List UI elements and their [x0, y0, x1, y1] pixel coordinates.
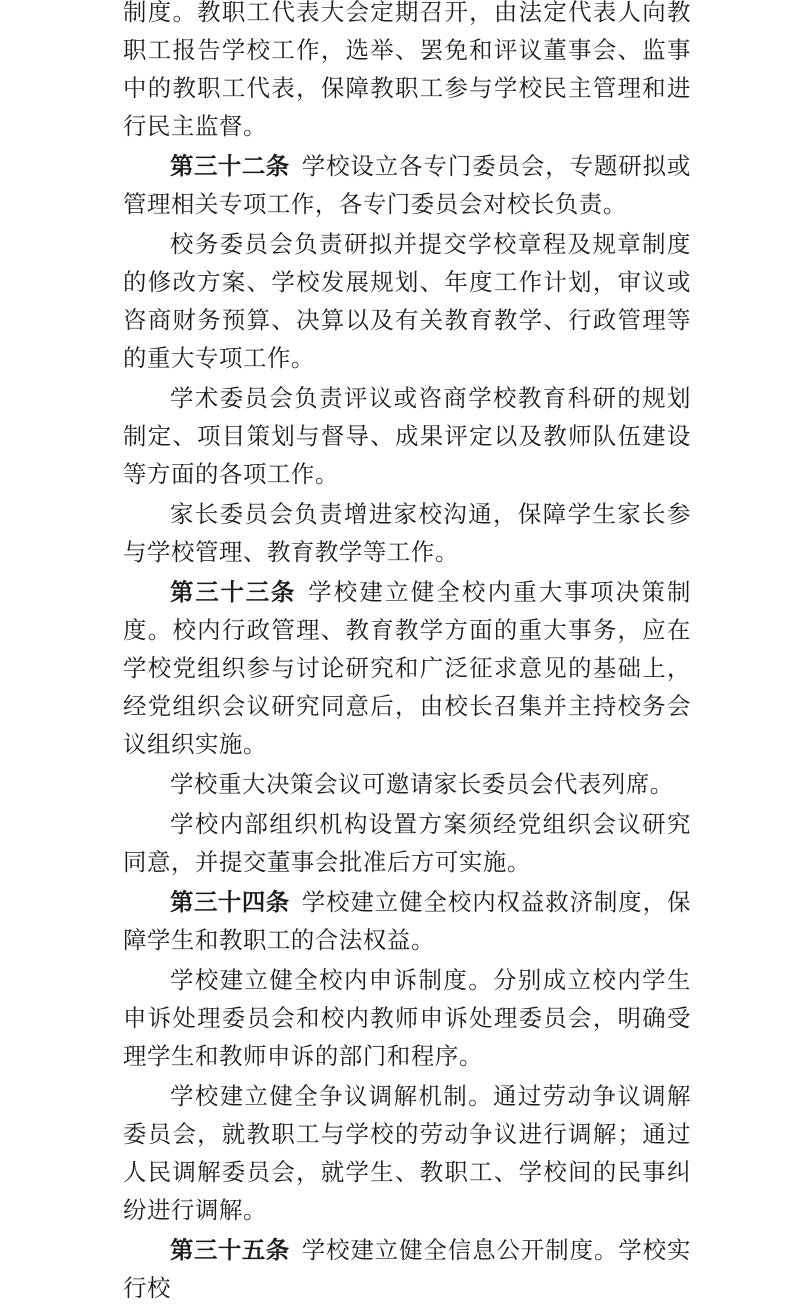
paragraph-text: 学校内部组织机构设置方案须经党组织会议研究同意，并提交董事会批准后方可实施。 [123, 810, 691, 876]
paragraph-text: 学校建立健全争议调解机制。通过劳动争议调解委员会，就教职工与学校的劳动争议进行调解；通过人民调解委员会，就学生、教职工、学校间的民事纠纷进行调解。 [123, 1082, 691, 1224]
paragraph [0, 883, 691, 959]
paragraph-text: 家长委员会负责增进家校沟通，保障学生家长参与学校管理、教育教学等工作。 [123, 500, 691, 566]
article-number: 第三十五条 [170, 1236, 290, 1264]
paragraph-text: 学校重大决策会议可邀请家长委员会代表列席。 [170, 770, 674, 798]
paragraph [0, 1077, 691, 1229]
paragraph-text: 学校设立各专门委员会，专题研拟或管理相关专项工作，各专门委员会对校长负责。 [123, 152, 691, 218]
article-number: 第三十三条 [170, 578, 297, 606]
paragraph-text: 学校建立健全校内权益救济制度，保障学生和教职工的合法权益。 [123, 888, 691, 954]
paragraph-text: 学校建立健全校内重大事项决策制度。校内行政管理、教育教学方面的重大事务，应在学校党组织参与讨论研究和广泛征求意见的基础上，经党组织会议研究同意后，由校长召集并主持校务会议组织实施。 [123, 578, 692, 758]
paragraph [0, 765, 691, 803]
paragraph-text: 学术委员会负责评议或咨商学校教育科研的规划制定、项目策划与督导、成果评定以及教师队伍建设等方面的各项工作。 [123, 384, 691, 488]
paragraph [0, 379, 691, 493]
paragraph-text: 学校建立健全校内申诉制度。分别成立校内学生申诉处理委员会和校内教师申诉处理委员会，明确受理学生和教师申诉的部门和程序。 [123, 966, 691, 1070]
paragraph [0, 147, 691, 223]
article-number: 第三十四条 [170, 888, 290, 916]
paragraph-text: 校务委员会负责研拟并提交学校章程及规章制度的修改方案、学校发展规划、年度工作计划，审议或咨商财务预算、决算以及有关教育教学、行政管理等的重大专项工作。 [123, 230, 691, 372]
paragraph [0, 0, 691, 145]
paragraph [0, 1231, 691, 1307]
paragraph [0, 805, 691, 881]
paragraph [0, 225, 691, 377]
paragraph [0, 961, 691, 1075]
paragraph [0, 573, 691, 763]
paragraph-text: 制度。教职工代表大会定期召开，由法定代表人向教职工报告学校工作，选举、罢免和评议董事会、监事中的教职工代表，保障教职工参与学校民主管理和进行民主监督。 [123, 0, 691, 140]
paragraph [0, 495, 691, 571]
paragraph-text: 学校建立健全信息公开制度。学校实行校 [123, 1236, 691, 1302]
article-number: 第三十二条 [170, 152, 290, 180]
